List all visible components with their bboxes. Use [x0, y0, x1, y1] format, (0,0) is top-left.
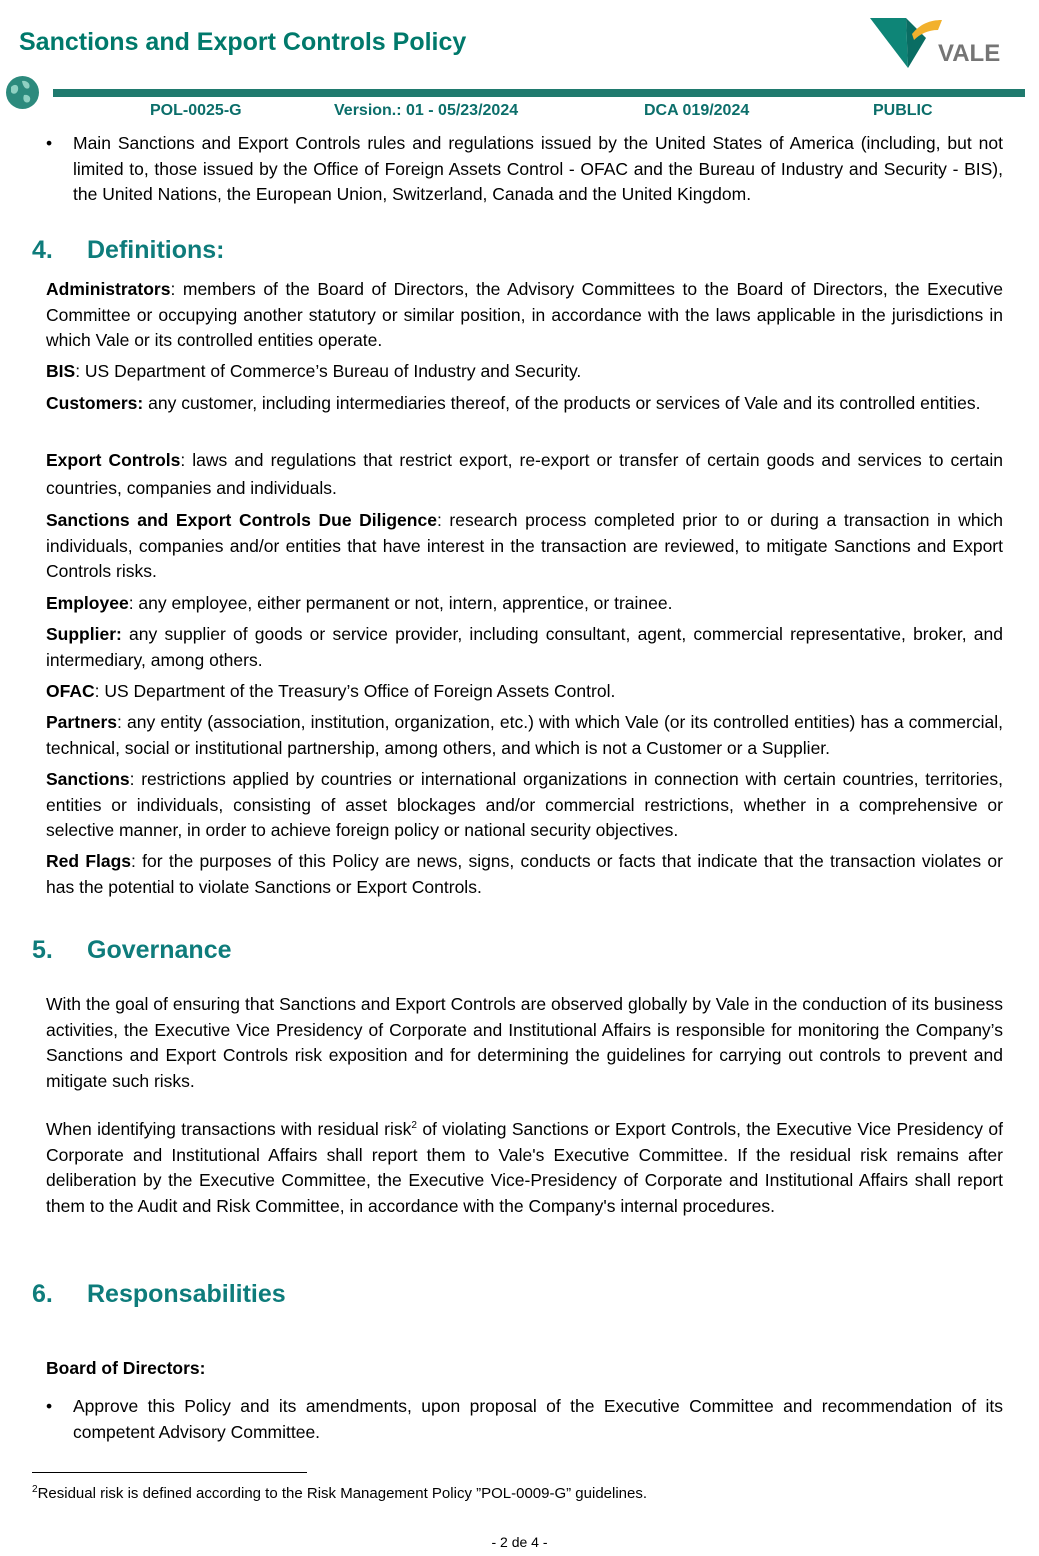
dca-number: DCA 019/2024 — [644, 102, 750, 119]
definition-item — [46, 508, 1003, 585]
definition-text: : any employee, either permanent or not, intern, apprentice, or trainee. — [128, 593, 673, 613]
definition-text: any supplier of goods or service provider, including consultant, agent, commercial representative, broker, and intermediary, among others. — [46, 624, 1003, 670]
bullet-icon: • — [46, 1396, 53, 1416]
definition-text: : US Department of Commerce’s Bureau of Industry and Security. — [75, 361, 582, 381]
document-code: POL-0025-G — [150, 102, 242, 119]
governance-paragraph-1 — [46, 992, 1003, 1094]
bullet-text: Main Sanctions and Export Controls rules and regulations issued by the United States of America (including, but not limited to, those issued by the Office of Foreign Assets Control - OFAC and the Bureau of Industry and Security - BIS), the United Nations, the European Union, Switzerland, Canada and the United Kingdom. — [73, 133, 1003, 204]
definition-text: : any entity (association, institution, organization, etc.) with which Vale (or its controlled entities) has a commercial, technical, social or institutional partnership, among others, and which is not a Customer or a Supplier. — [46, 712, 1003, 758]
definition-text: : restrictions applied by countries or international organizations in connection with certain countries, territories, entities or individuals, consisting of asset blockages and/or commercial restrictions, whether in a comprehensive or selective manner, in order to achieve foreign policy or national security objectives. — [46, 769, 1003, 840]
classification: PUBLIC — [873, 102, 933, 119]
subheading-board-of-directors: Board of Directors: — [46, 1358, 206, 1378]
definition-item — [46, 679, 1003, 705]
logo-text: VALE — [938, 40, 1001, 67]
definition-item — [46, 277, 1003, 354]
bullet-icon: • — [46, 133, 53, 153]
bullet-text: Approve this Policy and its amendments, upon proposal of the Executive Committee and recommendation of its competent Advisory Committee. — [73, 1396, 1003, 1442]
footnote-marker: 2 — [32, 1484, 38, 1495]
governance-paragraph-2 — [46, 1117, 1003, 1219]
section-title: Definitions: — [87, 236, 225, 264]
definition-term: Export Controls — [46, 450, 181, 470]
definition-item — [46, 391, 1003, 417]
section-title: Governance — [87, 936, 232, 964]
section-number: 4. — [32, 236, 53, 264]
section-5-heading — [32, 936, 232, 965]
definition-text: : laws and regulations that restrict export, re-export or transfer of certain goods and services to certain countries, companies and individuals. — [46, 450, 1003, 498]
definition-term: Partners — [46, 712, 118, 732]
definition-term: OFAC — [46, 681, 95, 701]
paragraph-text: When identifying transactions with residual risk — [46, 1119, 412, 1139]
definition-item — [46, 622, 1003, 673]
list-item — [46, 1394, 1003, 1445]
definition-term: Administrators — [46, 279, 171, 299]
definition-item — [46, 591, 1003, 617]
definition-item — [46, 710, 1003, 761]
header-rule — [53, 89, 1025, 97]
definition-text: : for the purposes of this Policy are news, signs, conducts or facts that indicate that the transaction violates or has the potential to violate Sanctions or Export Controls. — [46, 851, 1003, 897]
section-title: Responsabilities — [87, 1280, 286, 1308]
globe-icon — [5, 75, 40, 110]
definition-term: Red Flags — [46, 851, 132, 871]
section-number: 6. — [32, 1280, 53, 1308]
definition-text: : research process completed prior to or during a transaction in which individuals, companies and/or entities that have interest in the transaction are reviewed, to mitigate Sanctions and Export Controls risks. — [46, 510, 1003, 581]
section-4-heading — [32, 236, 225, 265]
definition-term: Sanctions and Export Controls Due Diligence — [46, 510, 437, 530]
section-number: 5. — [32, 936, 53, 964]
document-title: Sanctions and Export Controls Policy — [19, 28, 467, 56]
document-version: Version.: 01 - 05/23/2024 — [334, 102, 519, 119]
footnote-text: Residual risk is defined according to the Risk Management Policy ”POL-0009-G” guidelines. — [37, 1485, 648, 1502]
paragraph-text: With the goal of ensuring that Sanctions and Export Controls are observed globally by Vale in the conduction of its business activities, the Executive Vice Presidency of Corporate and Institutional Affairs is responsible for monitoring the Company’s Sanctions and Export Controls risk exposition and for determining the guidelines for carrying out controls to prevent and mitigate such risks. — [46, 994, 1003, 1091]
footnote-reference[interactable]: 2 — [411, 1120, 417, 1132]
definition-text: any customer, including intermediaries thereof, of the products or services of Vale and its controlled entities. — [143, 393, 981, 413]
definition-term: Employee — [46, 593, 129, 613]
definition-item — [46, 359, 1003, 385]
footnote-rule — [32, 1472, 307, 1473]
footnote — [32, 1485, 647, 1502]
definition-item — [46, 849, 1003, 900]
definition-term: Supplier: — [46, 624, 122, 644]
list-item — [46, 131, 1003, 208]
definition-item — [46, 447, 1003, 502]
vale-logo — [868, 16, 1013, 74]
definition-item — [46, 767, 1003, 844]
definition-term: Customers: — [46, 393, 144, 413]
paragraph-text: of violating Sanctions or Export Controls, the Executive Vice Presidency of Corporate and Institutional Affairs shall report them to Vale's Executive Committee. If the residual risk remains after deliberation by the Executive Committee, the Executive Vice-Presidency of Corporate and Institutional Affairs shall report them to the Audit and Risk Committee, in accordance with the Company's internal procedures. — [46, 1119, 1003, 1216]
definition-term: BIS — [46, 361, 76, 381]
definition-term: Sanctions — [46, 769, 130, 789]
section-6-heading — [32, 1280, 286, 1309]
page-number: - 2 de 4 - — [491, 1534, 548, 1550]
definition-text: : members of the Board of Directors, the Advisory Committees to the Board of Directors, the Executive Committee or occupying another statutory or similar position, in accordance with the laws applicable in the jurisdictions in which Vale or its controlled entities operate. — [46, 279, 1003, 350]
definition-text: : US Department of the Treasury’s Office of Foreign Assets Control. — [94, 681, 616, 701]
